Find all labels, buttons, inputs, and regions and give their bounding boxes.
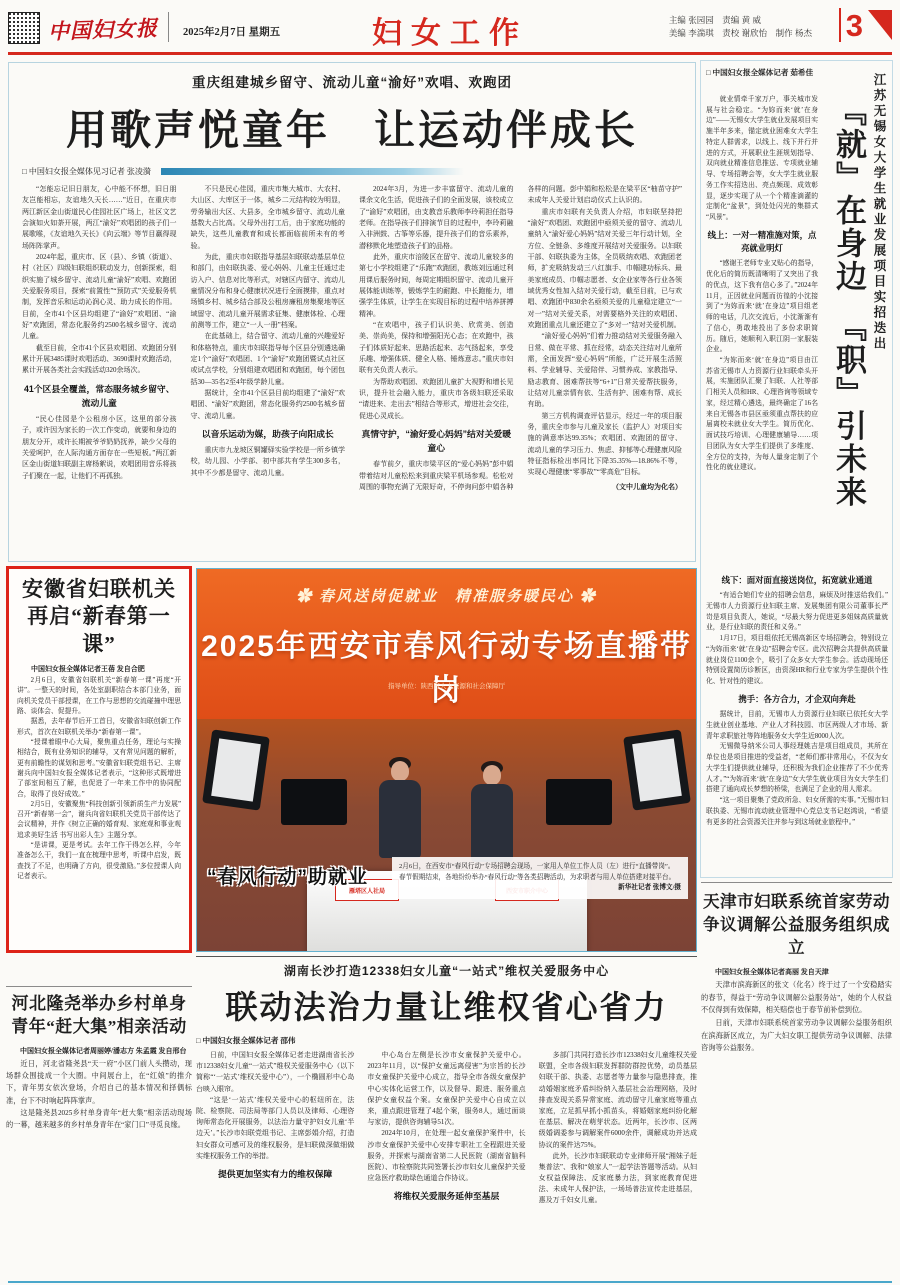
- article-paragraph: 重庆市妇联有关负责人介绍，市妇联坚持把“渝好”欢唱团、欢跑团中亟须关爱的留守、流动儿童纳入“渝好爱心妈妈”结对关爱三年行动计划，全方位、全链条、多维度开展结对关爱服务。以妇联干部、妇联执委为主体，全员吸纳欢唱、欢跑团老师，扩充吸纳发动三八红旗手、巾帼建功标兵、最美家庭成员、巾帼志愿者、女企业家等各行业各领域优秀女性加入结对关爱行动，截至目前，已与欢唱、欢跑团中830余名亟须关爱的儿童稳定建立“一对一”结对关爱关系，对需要格外关注的欢唱团、欢跑团重点儿童还建立了“多对一”结对关爱机制。: [527, 207, 682, 329]
- article-paragraph: “渝好爱心妈妈”们着力推动结对关爱服务融入日常、做在平常、抓在经常，动态关注结对儿童所需，全面发挥“爱心妈妈”所能，广泛开展生活照料、学业辅导、关爱陪伴、习惯养成、家教指导、励志教育、困难帮扶等“6+1”日常关爱帮扶服务，让结对儿童亲情有依、生活有护、困难有帮、成长有助。: [527, 332, 682, 409]
- host-right: [465, 765, 519, 861]
- editors-block: [669, 14, 812, 40]
- article-subhead: 真情守护，“渝好爱心妈妈”结对关爱暖童心: [361, 428, 512, 454]
- article-paragraph: 2月6日，安徽省妇联机关“新春第一课”再度“开讲”。一整天的时间，各处室副职结合本部门业务，面向机关党员干部授课，在工作与思想的交流碰撞中理思路、谈体会、促提升。: [17, 676, 181, 715]
- article-paragraph: “授课着眼中心大局，聚焦重点任务，理论与实操相结合，既有业务知识的辅导，又有常见问题的解析，更有前瞻性的谋划和思考。”安徽省妇联党组书记、主席谢兵向中国妇女报全媒体记者表示，“这种形式既增进了部室间相互了解，也促进了一年来工作中的协同配合，取得了良好成效。”: [17, 738, 181, 798]
- article-paragraph: 据统计，目前，无锡市人力资源行业妇联已依托女大学生就业创业基地、产业人才科技园、市区两级人才市场、新青年求职旅社等阵地服务女大学生近8000人次。: [706, 711, 888, 740]
- article-paragraph: “这一项目聚集了党政所急、妇女所需的实事。”无锡市妇联执委、无锡市流动就业管理中心党总支书记赵鸿说，“希望有更多的社会资源关注并参与到这场就业旅程中。”: [706, 797, 888, 826]
- article-paragraph: 2024年3月，为进一步丰富留守、流动儿童的课余文化生活，促进孩子们的全面发展，该校成立了“渝好”欢唱团，由支教音乐教师李玲莉担任指导老师。在指导孩子们排演节目的过程中，李玲莉融入非洲鼓、古筝等乐器，提升孩子们的音乐素养，潜移默化地塑造孩子们的品格。: [359, 185, 514, 250]
- article-hunan-headline: 联动法治力量让维权省心省力: [225, 989, 668, 1025]
- article-anhui-byline: 中国妇女报全媒体记者王蓓 发自合肥: [31, 664, 145, 673]
- article-hunan-kicker: 湖南长沙打造12338妇女儿童“一站式”维权关爱服务中心: [283, 964, 610, 978]
- article-paragraph: 这是隆尧县2025乡村单身青年“赶大集”相亲活动现场的一幕，越来越多的乡村单身青年在“家门口”寻觅良缘。: [6, 1108, 192, 1130]
- article-paragraph: 截至目前，全市41个区县欢唱团、欢跑团分别累计开展3485课时欢唱活动、3690课时欢跑活动，累计开展各类社会实践活动320余场次。: [22, 343, 177, 375]
- article-paragraph: 日前，中国妇女报全媒体记者走进湖南省长沙市12338妇女儿童“一站式”维权关爱服务中心（以下简称“‘一站式’维权关爱中心”），一个椭圆形中心岛台映入眼帘。: [196, 1051, 355, 1093]
- photo-caption: [392, 857, 688, 899]
- masthead-rule: [8, 52, 892, 55]
- article-paragraph: “这是‘一站式’维权关爱中心的枢纽所在，法院、检察院、司法局等部门人员以及律师、心理咨询师常态化开展服务，以法治力量守护妇女儿童‘半边天’。”长沙市妇联党组书记、主席彭娟介绍，打造妇女群众可感可及的维权服务，是妇联做深做细做实维权服务工作的举措。: [196, 1095, 355, 1160]
- article-paragraph: 中心岛台左侧是长沙市女童保护关爱中心。2023年11月，以“保护女童远离侵害”为宗旨的长沙市女童保护关爱中心成立，指导全市各级女童保护中心实体化运营工作，以及督导、跟进、服务重点保护女童权益个案。女童保护关爱中心自成立以来，重点跟进管理了4起个案，服务8人，通过面谈与家访，提供咨询辅导51次。: [367, 1051, 526, 1127]
- article-anhui-body: [17, 676, 181, 883]
- article-subhead: 提供更加坚实有力的维权保障: [217, 1168, 333, 1179]
- article-hunan: [196, 956, 697, 1282]
- photo-banner: [197, 569, 696, 719]
- monitor-icon: [546, 779, 612, 825]
- article-paragraph: 为此，重庆市妇联指导基层妇联联动基层单位和部门，由妇联执委、爱心妈妈、儿童主任通过走访入户、信息对比等形式，对辖区内留守、流动儿童情况分布和身心健康状况进行全面摸排，重点对场镇乡村、城乡结合部及公租房廉租房集聚地等区域留守、流动儿童开展需求征集、健康体检、心理前测等工作，建立“一人一册”档案。: [190, 252, 345, 329]
- editors-line1: 主编 张园园 责编 黄 威: [668, 15, 761, 25]
- studio-light-icon: [202, 729, 270, 810]
- article-paragraph: 多部门共同打造长沙市12338妇女儿童维权关爱联盟，全市各级妇联发挥群防群控优势，动员基层妇联干部、执委、志愿者等力量参与隐患排查，推动婚姻家庭矛盾纠纷纳入基层社会治理网格，及时排查发现关系异常家庭、流动留守儿童家庭等重点家庭，立足抓早抓小抓苗头，将婚姻家庭纠纷化解在基层、解决在萌芽状态。近两年，长沙市、区两级婚调委参与调解案件6000余件，调解成功并达成协议的案件达75%。: [538, 1051, 697, 1149]
- article-hunan-byline: □ 中国妇女报全媒体记者 邵伟: [196, 1036, 296, 1045]
- article-paragraph: 据悉，去年春节后开工首日，安徽省妇联创新工作形式，首次在妇联机关举办“新春第一课”。: [17, 718, 181, 736]
- article-paragraph: 重庆市九龙坡区铜罐驿实验学校是一所乡镇学校，幼儿园、小学部、初中部共有学生300多名，其中不少都是留守、流动儿童。: [190, 446, 345, 477]
- article-jiangsu-body-bottom: [706, 569, 888, 871]
- article-hebei-headline: 河北隆尧举办乡村单身青年“赶大集”相亲活动: [11, 994, 187, 1036]
- article-paragraph: 就业情牵千家万户，事关城市发展与社会稳定。“为妳而来‘就’在身边”——无锡女大学生就业发展项目实施半年多来，锚定就业困难女大学生特定人群需求，以线上、线下并行并进的方式，开展职业生涯规划指导、双向就业精准信息推送、专项就业辅导、专场招聘会等，女大学生就业服务工作实招迭出、亮点频现、成效彰显，逐步实现了从一个个精准滴灌的定制化“盆景”，到处处闪光的集群式“风景”。: [706, 96, 818, 222]
- article-paragraph: “怎能忘记旧日朋友，心中能不怀想，旧日朋友岂能相忘，友谊地久天长……”近日，在重庆市两江新区金山街道民心佳园社区广场上，社区文艺会演如火如荼开展，两江“渝好”欢唱团的孩子们一展歌喉，《友谊地久天长》《向云端》等节目赢得现场阵阵掌声。: [22, 185, 177, 250]
- photo-banner-slogan: ✿ 春风送岗促就业 精准服务暖民心 ✿: [296, 589, 597, 605]
- article-subhead: 线下：面对面直接送岗位，拓宽就业通道: [721, 575, 873, 585]
- article-paragraph: 无锡微导纳米公司人事经理姚吉是项目组成员，其所在单位也是项目推进的受益者，“老师们都非常用心，不仅为女大学生们提供就业辅导，还积极为我们企业推荐了不少优秀人才。”“为妳而来‘就’在身边”女大学生就业项目为女大学生们搭建了通向成长梦想的桥梁，也满足了企业的用人需求。: [706, 743, 888, 794]
- article-chongqing-body: [22, 184, 682, 562]
- page-number: 3: [845, 7, 863, 43]
- article-paragraph: 2024年10月，在处理一起女童保护案件中，长沙市女童保护关爱中心安排专职社工全程跟进关爱服务，并探索与湖南省第二人民医院（湖南省脑科医院）、市检察院共同签署长沙市妇女儿童保护关爱应急医疗救助绿色通道合作协议。: [367, 1129, 526, 1183]
- host-left: [373, 761, 427, 857]
- article-paragraph: “在欢唱中，孩子们认识美、欣赏美、创造美、崇尚美，保持和增强阳光心态；在欢跑中，孩子们体质好起来、思路活起来、志气扬起来，享受乐趣、增强体质、健全人格、锤炼意志。”重庆市妇联有关负责人表示。: [359, 320, 514, 375]
- page-number-divider: [839, 8, 841, 42]
- article-paragraph: 为帮助欢唱团、欢跑团儿童扩大视野和增长见识，提升社会融入能力，重庆市各级妇联还采取“请进来、走出去”相结合等形式，增进社会交往，促进心灵成长。: [359, 377, 514, 420]
- article-tianjin-byline: 中国妇女报全媒体记者高丽 发自天津: [715, 968, 829, 977]
- article-paragraph: “是讲课，更是考试。去年工作干得怎么样，今年准备怎么干，我们一直在梳理中思考，听课中启发，既查找了不足，也明确了方向，很受激励。”多位授课人向记者表示。: [17, 842, 181, 881]
- paper-logo: 中国妇女报: [47, 16, 159, 44]
- article-paragraph: 2月5日，安徽聚焦“科技创新引领新质生产力发展”召开“新春第一会”，谢兵向省妇联机关党员干部传达了会议精神，并作《树立正确的婚育观、家庭观和事业观 追求美好生活 书写出彩人生》主题分享。: [17, 800, 181, 839]
- bottom-rule: [8, 1281, 892, 1283]
- article-chongqing: [8, 62, 696, 562]
- article-jiangsu-body-top: [706, 95, 818, 565]
- article-anhui-headline: 安徽省妇联机关再启“新春第一课”: [22, 577, 176, 656]
- article-jiangsu-vertical-kicker: 江苏无锡女大学生就业发展项目实招迭出: [872, 73, 886, 352]
- article-paragraph: 此外，长沙市妇联联动专业律师开展“湘妹子赶集普法”、我和“娘家人”一起学法答题等活动。从妇女权益保障法、反家庭暴力法，到家庭教育促进法、未成年人保护法，一场场普法宣传走进基层，惠及万千妇女儿童。: [538, 1151, 697, 1205]
- photo-caption-text: 2月6日，在西安市“春风行动”专场招聘会现场，一家用人单位工作人员（左）进行“直播带岗”。春节假期结束，各地纷纷举办“春风行动”等各类招聘活动，为求职者与用人单位搭建对接平台。: [399, 863, 676, 881]
- photo-banner-title: 2025年西安市春风行动专场直播带岗: [201, 630, 692, 707]
- article-paragraph: 近日，河北省隆尧县“天一府”小区门前人头攒动，现场群众围拢成一个大圈。中间展台上，在“红娘”的推介下，青年男女依次登场，介绍自己的基本情况和择偶标准，台下不时响起阵阵掌声。: [6, 1059, 192, 1105]
- article-jiangsu: [700, 60, 893, 878]
- editors-line2: 美编 李湍琪 责校 谢欣怡 制作 杨杰: [668, 27, 812, 38]
- article-subhead: 携手：各方合力，才企双向奔赴: [738, 693, 856, 704]
- page-number-flag-icon: [868, 10, 892, 40]
- decorative-bar: [161, 168, 465, 175]
- article-paragraph: 春节前夕，重庆市梁平区的“爱心妈妈”彭中娟带着结对儿童松松来到重庆梁平机场参观。松松对周围的事物充满了无限好奇，不停询问彭中娟各种各样的问题。彭中娟和松松是在梁平区“柚苗守护”未成年人关爱计划启动仪式上认识的。: [359, 185, 682, 492]
- photo-scene: [197, 719, 696, 951]
- monitor-icon: [281, 779, 347, 825]
- article-paragraph: 日前，天津市妇联系统首家劳动争议调解公益服务组织在滨海新区成立，为广大妇女职工提供劳动争议调解、法律咨询等公益服务。: [701, 1019, 892, 1053]
- article-paragraph: 此外，重庆市涪陵区在留守、流动儿童较多的第七小学校组建了“乐跑”欢跑团，教练刘远通过利用课后服务时间，每周定期组织留守、流动儿童开展体能训练等，锻炼学生的耐跑、中长跑能力，增强学生体质，让学生在实现目标的过程中培养拼搏精神。: [359, 252, 514, 318]
- article-chongqing-byline: □ 中国妇女报全媒体见习记者 张凌漪: [22, 167, 151, 176]
- article-anhui: [6, 566, 192, 953]
- article-paragraph: 2024年起，重庆市、区（县）、乡镇（街道）、村（社区）四级妇联组织联动发力，创新探索，组织实施了城乡留守、流动儿童“渝好”欢唱、欢跑团关爱服务项目，探索“前置性”“预防式”关爱服务机制，发挥音乐和运动沁润心灵、助力成长的作用。目前，全市41个区县均组建了“渝好”欢唱团、“渝好”欢跑团，常态化服务约2500名城乡留守、流动儿童。: [22, 252, 177, 341]
- photo-banner-subtitle: 指导单位：陕西省人力资源和社会保障厅: [388, 683, 505, 690]
- article-tianjin-body: [701, 979, 892, 1055]
- article-hebei-byline: 中国妇女报全媒体记者周丽婷/潘志方 朱孟霞 发自邢台: [20, 1046, 187, 1055]
- masthead-date: 2025年2月7日 星期五: [183, 27, 281, 38]
- article-paragraph: 1月17日，项目组依托无锡高新区专场招聘会，特别设立“为妳而来‘就’在身边”招聘会专区。此次招聘会共提供高质量就业岗位1100余个，吸引了众多女大学生参会。活动现场还特别设置简历诊断区，由资深HR和行业专家为学生提供个性化、针对性的建议。: [706, 635, 888, 686]
- article-hunan-body: [196, 1050, 697, 1278]
- article-tianjin-headline: 天津市妇联系统首家劳动争议调解公益服务组织成立: [703, 892, 890, 958]
- article-paragraph: “感谢王老师专业又贴心的指导，优化后的简历既清晰明了又突出了我的优点，这下我有信心多了。”2024年11月，正因就业问题而彷徨的小沈接到了“为妳而来‘就’在身边”项目组老师的电话，几次交流后，小沈渐渐有了信心，勇敢地投出了多份求职简历。随后，她顺利入职江阴一家服装企业。: [706, 260, 818, 354]
- article-paragraph: “有适合她们专业的招聘会信息，麻烦及时推送给我们。”无锡市人力资源行业妇联主席、发展集团有限公司董事长严岢是项目负责人，她说，“尽最大努力促进更多姐妹高质量就业，是行业妇联的责任和义务。”: [706, 592, 888, 632]
- article-paragraph: “民心佳园是个公租房小区，这里的部分孩子，或许因为家长的一次工作变动，就要和身边的朋友分开，或许长期被爷爷奶奶抚养，缺少父母的关爱呵护，在人际沟通方面存在一些短板。”两江新区金山街道妇联副主席杨絮说，欢唱团用音乐将孩子们聚在一起，让他们不再孤独。: [22, 415, 177, 480]
- article-paragraph: （文中儿童均为化名）: [612, 482, 682, 491]
- article-subhead: 41个区县全覆盖，常态服务城乡留守、流动儿童: [23, 383, 175, 408]
- photo-caption-credit: 新华社记者 张博文/摄: [618, 884, 681, 892]
- masthead: [8, 6, 892, 50]
- placard-left: 雁塔区人社局: [335, 879, 399, 901]
- article-subhead: 将维权关爱服务延伸至基层: [393, 1191, 500, 1202]
- article-chongqing-headline: 用歌声悦童年 让运动伴成长: [66, 107, 638, 153]
- article-paragraph: 第三方机构调查评估显示，经过一年的项目服务，重庆全市参与儿童及家长（监护人）对项目实施的满意率达99.35%；欢唱团、欢跑团的留守、流动儿童的学习压力、焦虑、抑郁等心理健康风险特征指标检出率同比下降35.35%—18.86%不等，实现心理健康“零事故”“零高危”目标。: [527, 411, 682, 477]
- article-subhead: 线上：一对一精准施对策，点亮就业明灯: [707, 229, 817, 254]
- article-chongqing-byline-row: [22, 166, 682, 177]
- photo-caption-title: “春风行动”助就业: [207, 867, 369, 888]
- section-title: 妇女工作: [372, 17, 528, 50]
- article-tianjin: [701, 882, 892, 1282]
- article-hebei: [6, 986, 192, 1282]
- article-paragraph: 据统计，全市41个区县目前均组建了“渝好”欢唱团、“渝好”欢跑团，常态化服务约2500名城乡留守、流动儿童。: [190, 388, 345, 420]
- article-paragraph: 天津市滨海新区的张文（化名）终于过了一个安稳踏实的春节，得益于“劳动争议调解公益服务站”，她的个人权益不仅得到有效保障，相关赔偿也于春节前补偿到位。: [701, 981, 892, 1015]
- article-paragraph: 在此基础上，结合留守、流动儿童的兴趣爱好和体格特点，重庆市妇联指导每个区县分别遴选确定1个“渝好”欢唱团、1个“渝好”欢跑团暨试点社区或试点学校，分别组建欢唱团和欢跑团，每个团包括30—35名2至4年级学龄儿童。: [190, 332, 345, 386]
- article-paragraph: 不只是民心佳园，重庆市集大城市、大农村、大山区、大库区于一体，城乡二元结构较为明显，劳务输出大区、大县多，全市城乡留守、流动儿童基数大占比高。父母外出打工后，由于家庭功能的缺失，这些儿童教育和成长都面临前所未有的考验。: [190, 185, 345, 250]
- article-paragraph: “为妳而来‘就’在身边”项目由江苏省无锡市人力资源行业妇联牵头开展，实施团队汇聚了妇联、人社等部门相关人员和HR、心理咨询等领域专家，经过精心遴选，最终确定了16名来自无锡各市县区亟须重点帮扶的应届离校未就业女大学生。简历优化、面试技巧培训、心理健康辅导……项目团队为女大学生们提供了多维度、全方位的支持，为每人量身定制了个性化的就业建议。: [706, 356, 818, 472]
- article-jiangsu-byline: □ 中国妇女报全媒体记者 茹希佳: [706, 68, 814, 77]
- article-hebei-body: [6, 1058, 192, 1131]
- article-subhead: 以音乐运动为媒，助孩子向阳成长: [201, 428, 334, 439]
- studio-light-icon: [623, 729, 691, 810]
- article-chongqing-kicker: 重庆组建城乡留守、流动儿童“渝好”欢唱、欢跑团: [192, 75, 512, 90]
- article-jiangsu-vertical-headline: 『就』在身边 『职』引未来: [831, 95, 866, 509]
- news-photo: [196, 568, 697, 952]
- page-number-block: [839, 8, 892, 42]
